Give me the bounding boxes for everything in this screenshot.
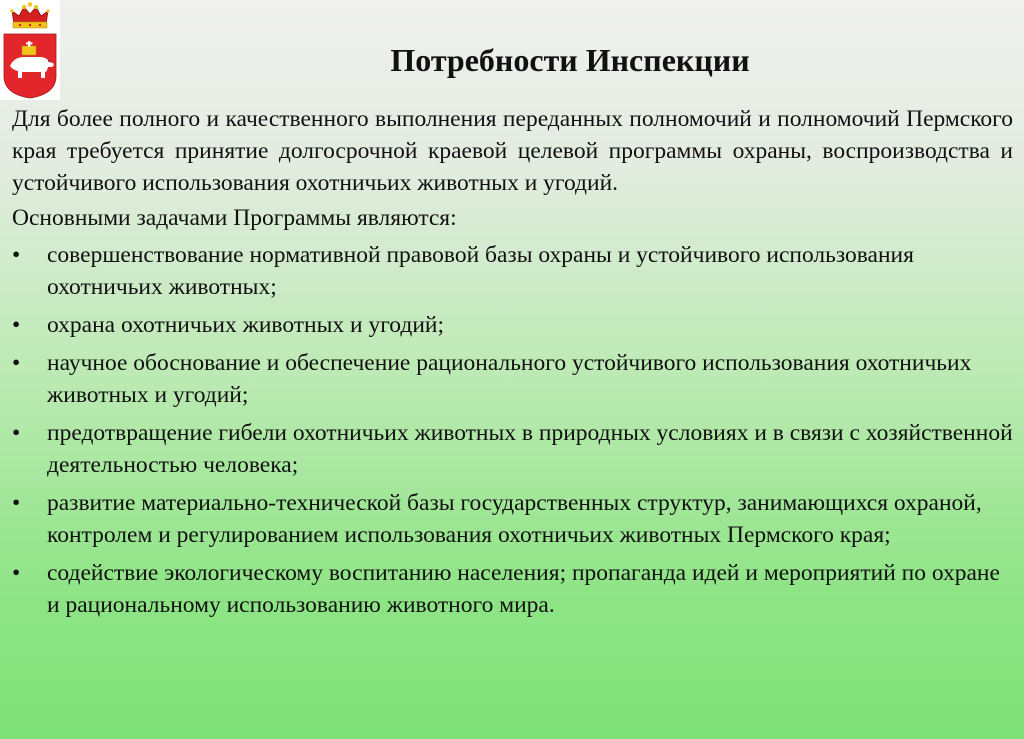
- task-text: предотвращение гибели охотничьих животных в природных условиях и в связи с хозяйственной деятельностью человека;: [47, 420, 1013, 478]
- task-text: развитие материально-технической базы государственных структур, занимающихся охраной, контролем и регулированием использования охотничьих животных Пермского края;: [47, 490, 982, 548]
- task-text: совершенствование нормативной правовой базы охраны и устойчивого использования охотничьих животных;: [47, 242, 914, 300]
- bullet-icon: •: [12, 420, 21, 446]
- list-item: [12, 239, 1013, 303]
- list-item: [12, 417, 1013, 481]
- bullet-icon: •: [12, 242, 21, 268]
- perm-krai-coat-of-arms: [0, 0, 60, 100]
- bullet-icon: •: [12, 560, 21, 586]
- intro-paragraph: Для более полного и качественного выполнения переданных полномочий и полномочий Пермского края требуется принятие долгосрочной краевой целевой программы охраны, воспроизводства и устойчивого использования охотничьих животных и угодий.: [12, 106, 1013, 196]
- list-item: [12, 347, 1013, 411]
- task-text: охрана охотничьих животных и угодий;: [47, 312, 445, 338]
- coat-of-arms-icon: [0, 0, 60, 100]
- bullet-icon: •: [12, 490, 21, 516]
- page-title: Потребности Инспекции: [390, 42, 750, 78]
- tasks-list: [12, 239, 1013, 621]
- list-item: [12, 309, 1013, 341]
- bullet-icon: •: [12, 312, 21, 338]
- tasks-heading: Основными задачами Программы являются:: [12, 205, 457, 231]
- task-text: научное обоснование и обеспечение рационального устойчивого использования охотничьих животных и угодий;: [47, 350, 972, 408]
- list-item: [12, 557, 1013, 621]
- task-text: содействие экологическому воспитанию населения; пропаганда идей и мероприятий по охране и рациональному использованию животного мира.: [47, 560, 1000, 618]
- slide-body: [12, 103, 1013, 627]
- bullet-icon: •: [12, 350, 21, 376]
- list-item: [12, 487, 1013, 551]
